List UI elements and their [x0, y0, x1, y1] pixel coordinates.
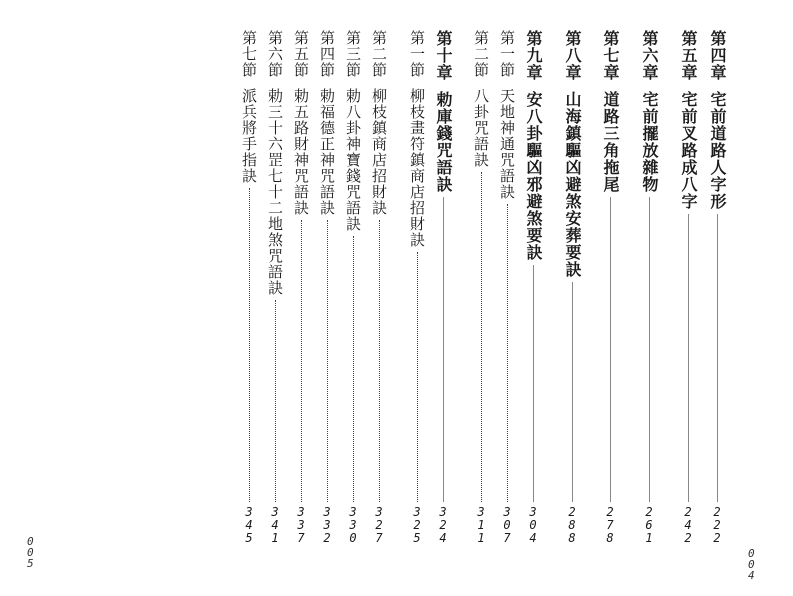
dot-leader [443, 197, 444, 502]
dot-leader [327, 220, 328, 502]
entry-page-number: 2 6 1 [645, 505, 653, 545]
section-entry [468, 30, 494, 545]
entry-label: 第二節 [370, 30, 388, 78]
entry-label: 第六節 [266, 30, 284, 78]
dot-leader [275, 300, 276, 502]
entry-title: 勅五路財神咒語訣 [292, 88, 310, 216]
entry-label: 第一節 [498, 30, 516, 78]
page-number-left: 0 0 5 [27, 535, 34, 570]
entry-title: 天地神通咒語訣 [498, 88, 516, 200]
entry-page-number: 3 2 5 [413, 505, 421, 545]
dot-leader [481, 172, 482, 502]
entry-label: 第六章 [640, 30, 659, 81]
dot-leader [301, 220, 302, 502]
entry-page-number: 3 0 4 [529, 505, 537, 545]
dot-leader [417, 252, 418, 502]
entry-title: 勅庫錢咒語訣 [434, 91, 453, 193]
dot-leader [507, 204, 508, 502]
entry-title: 派兵將手指訣 [240, 88, 258, 184]
dot-leader [379, 220, 380, 502]
dot-leader [533, 265, 534, 502]
entry-page-number: 2 4 2 [684, 505, 692, 545]
entry-label: 第七章 [601, 30, 620, 81]
entry-label: 第一節 [408, 30, 426, 78]
entry-title: 勅三十六罡七十二地煞咒語訣 [266, 88, 284, 296]
chapter-entry [430, 30, 456, 545]
section-entry [366, 30, 392, 545]
entry-title: 宅前叉路成八字 [679, 91, 698, 210]
page-number-right: 0 0 4 [748, 547, 755, 582]
dot-leader [249, 188, 250, 502]
section-entry [404, 30, 430, 545]
dot-leader [610, 197, 611, 502]
entry-title: 山海鎮驅凶避煞安葬要訣 [563, 91, 582, 278]
entry-label: 第四章 [708, 30, 727, 81]
section-entry [314, 30, 340, 545]
entry-label: 第五章 [679, 30, 698, 81]
entry-page-number: 3 4 1 [271, 505, 279, 545]
entry-title: 宅前擺放雜物 [640, 91, 659, 193]
section-entry [288, 30, 314, 545]
entry-title: 柳枝畫符鎮商店招財訣 [408, 88, 426, 248]
dot-leader [353, 236, 354, 502]
entry-page-number: 2 8 8 [568, 505, 576, 545]
dot-leader [688, 214, 689, 502]
chapter-entry [520, 30, 546, 545]
dot-leader [649, 197, 650, 502]
entry-title: 勅福德正神咒語訣 [318, 88, 336, 216]
chapter-entry [675, 30, 701, 545]
entry-label: 第九章 [524, 30, 543, 81]
chapter-entry [559, 30, 585, 545]
entry-title: 八卦咒語訣 [472, 88, 490, 168]
entry-label: 第十章 [434, 30, 453, 81]
chapter-entry [597, 30, 623, 545]
section-entry [262, 30, 288, 545]
entry-page-number: 3 4 5 [245, 505, 253, 545]
entry-label: 第三節 [344, 30, 362, 78]
entry-title: 宅前道路人字形 [708, 91, 727, 210]
entry-page-number: 2 2 2 [713, 505, 721, 545]
entry-title: 道路三角拖尾 [601, 91, 620, 193]
entry-label: 第七節 [240, 30, 258, 78]
section-entry [494, 30, 520, 545]
entry-label: 第五節 [292, 30, 310, 78]
dot-leader [717, 214, 718, 502]
entry-page-number: 3 3 2 [323, 505, 331, 545]
entry-page-number: 3 2 4 [439, 505, 447, 545]
entry-title: 勅八卦神寶錢咒語訣 [344, 88, 362, 232]
dot-leader [572, 282, 573, 502]
chapter-entry [704, 30, 730, 545]
entry-label: 第二節 [472, 30, 490, 78]
entry-page-number: 3 3 7 [297, 505, 305, 545]
chapter-entry [636, 30, 662, 545]
section-entry [340, 30, 366, 545]
entry-page-number: 2 7 8 [606, 505, 614, 545]
entry-page-number: 3 3 0 [349, 505, 357, 545]
section-entry [236, 30, 262, 545]
entry-title: 柳枝鎮商店招財訣 [370, 88, 388, 216]
entry-label: 第八章 [563, 30, 582, 81]
entry-page-number: 3 2 7 [375, 505, 383, 545]
entry-page-number: 3 1 1 [477, 505, 485, 545]
entry-label: 第四節 [318, 30, 336, 78]
entry-page-number: 3 0 7 [503, 505, 511, 545]
entry-title: 安八卦驅凶邪避煞要訣 [524, 91, 543, 261]
